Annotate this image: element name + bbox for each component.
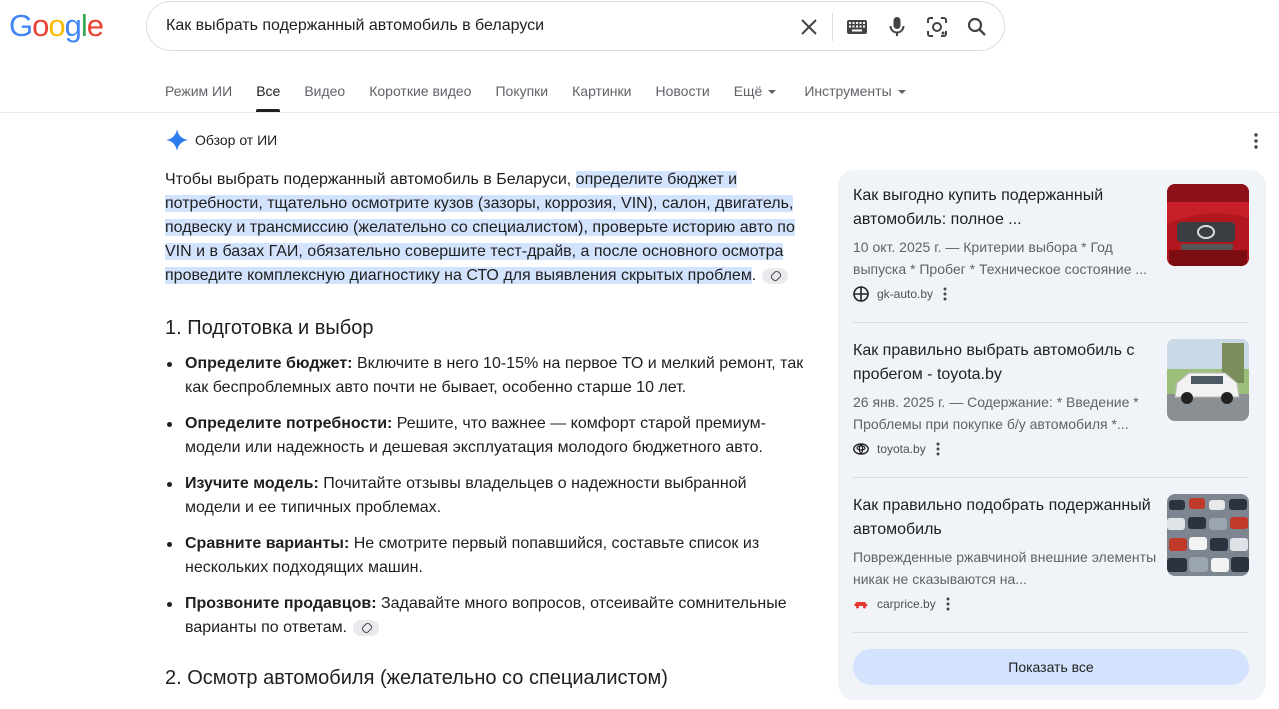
more-options-icon[interactable] xyxy=(943,287,947,301)
link-icon[interactable] xyxy=(353,620,379,636)
tab-all[interactable]: Все xyxy=(256,82,280,112)
tab-ai-mode[interactable]: Режим ИИ xyxy=(165,83,233,99)
search-divider xyxy=(832,13,833,41)
source-snippet: 26 янв. 2025 г. — Содержание: * Введение * Проблемы при покупке б/у автомобиля *... xyxy=(853,394,1139,432)
section-heading: 1. Подготовка и выбор xyxy=(165,317,374,339)
source-thumbnail[interactable] xyxy=(1167,494,1249,576)
tab-news[interactable]: Новости xyxy=(655,83,710,99)
tab-images[interactable]: Картинки xyxy=(572,83,632,99)
link-icon[interactable] xyxy=(762,268,788,284)
point-text: Включите в него 10-15% на первое ТО и мелкий ремонт, так как беспроблемных авто почти не бывает, особенно старше 10 лет. xyxy=(185,355,804,396)
tab-tools[interactable] xyxy=(804,82,905,112)
point-text: Решите, что важнее — комфорт старой премиум-модели или надежность и дешевая эксплуатация молодого бюджетного авто. xyxy=(185,415,766,456)
points-list xyxy=(165,352,805,640)
point-term: Изучите модель: xyxy=(185,475,319,492)
source-snippet: Поврежденные ржавчиной внешние элементы никак не сказываются на... xyxy=(853,549,1157,587)
carprice-favicon-icon xyxy=(853,596,869,612)
tab-tools-label: Инструменты xyxy=(804,83,892,99)
tab-more[interactable] xyxy=(734,82,777,112)
search-icon[interactable] xyxy=(965,15,989,39)
point-text: Задавайте много вопросов, отсеивайте сомнительные варианты по ответам. xyxy=(185,595,787,636)
source-thumbnail[interactable] xyxy=(1167,184,1249,266)
toyota-favicon-icon xyxy=(853,441,869,457)
gemini-sparkle-icon xyxy=(165,128,189,152)
point-term: Определите бюджет: xyxy=(185,355,353,372)
source-card[interactable] xyxy=(853,339,1249,457)
point-term: Прозвоните продавцов: xyxy=(185,595,377,612)
more-options-icon[interactable] xyxy=(946,597,950,611)
source-site[interactable] xyxy=(853,441,1249,457)
tab-video[interactable]: Видео xyxy=(304,83,346,99)
point-text: Не смотрите первый попавшийся, составьте список из нескольких подходящих машин. xyxy=(185,535,760,576)
source-title[interactable]: Как правильно выбрать автомобиль с пробегом - toyota.by xyxy=(853,342,1135,383)
divider xyxy=(853,322,1249,323)
point-term: Определите потребности: xyxy=(185,415,393,432)
intro-text: Чтобы выбрать подержанный автомобиль в Беларуси, xyxy=(165,171,576,188)
list-item xyxy=(165,412,805,460)
sources-panel xyxy=(838,170,1266,700)
show-all-button[interactable]: Показать все xyxy=(853,649,1249,685)
more-options-icon[interactable] xyxy=(936,442,940,456)
list-item xyxy=(165,352,805,400)
point-term: Сравните варианты: xyxy=(185,535,350,552)
divider xyxy=(853,477,1249,478)
source-thumbnail[interactable] xyxy=(1167,339,1249,421)
section-heading: 2. Осмотр автомобиля (желательно со специалистом) xyxy=(165,667,668,689)
tab-shopping[interactable]: Покупки xyxy=(495,83,549,99)
list-item xyxy=(165,472,805,520)
more-options-icon[interactable] xyxy=(1248,132,1264,150)
source-title[interactable]: Как правильно подобрать подержанный автомобиль xyxy=(853,497,1151,538)
close-icon[interactable] xyxy=(797,15,821,39)
search-tabs xyxy=(165,82,930,112)
list-item xyxy=(165,592,805,640)
ai-overview-intro xyxy=(165,168,805,288)
source-site[interactable] xyxy=(853,596,1249,612)
chevron-down-icon xyxy=(768,90,776,94)
ai-overview-header xyxy=(165,128,277,152)
chevron-down-icon xyxy=(898,90,906,94)
ai-overview-label: Обзор от ИИ xyxy=(195,132,278,148)
point-text: Почитайте отзывы владельцев о надежности выбранной модели и ее типичных проблемах. xyxy=(185,475,747,516)
google-logo[interactable]: Google xyxy=(9,8,104,43)
lens-icon[interactable] xyxy=(925,15,949,39)
source-snippet: 10 окт. 2025 г. — Критерии выбора * Год выпуска * Пробег * Техническое состояние ... xyxy=(853,239,1148,277)
source-site-name: gk-auto.by xyxy=(877,287,934,301)
divider xyxy=(853,632,1249,633)
tabs-divider xyxy=(0,112,1279,113)
microphone-icon[interactable] xyxy=(885,15,909,39)
source-site-name: toyota.by xyxy=(877,442,926,456)
search-input[interactable]: Как выбрать подержанный автомобиль в беларуси xyxy=(166,17,545,34)
gk-auto-favicon-icon xyxy=(853,286,869,302)
intro-highlight: определите бюджет и потребности, тщательно осмотрите кузов (зазоры, коррозия, VIN), салон, двигатель, подвеску и трансмиссию (желательно со специалистом), проверьте историю авто по VIN и в базах ГАИ, обязательно совершите тест-драйв, а после основного осмотра проведите комплексную диагностику на СТО для выявления скрытых проблем xyxy=(165,171,795,284)
source-title[interactable]: Как выгодно купить подержанный автомобиль: полное ... xyxy=(853,187,1104,228)
list-item xyxy=(165,532,805,580)
ai-overview-content xyxy=(165,168,805,702)
tab-short-video[interactable]: Короткие видео xyxy=(369,83,472,99)
source-card[interactable] xyxy=(853,184,1249,302)
intro-end: . xyxy=(751,267,757,284)
source-card[interactable] xyxy=(853,494,1249,612)
source-site[interactable] xyxy=(853,286,1249,302)
tab-more-label: Ещё xyxy=(733,83,763,99)
search-box[interactable] xyxy=(146,1,1005,51)
keyboard-icon[interactable] xyxy=(845,15,869,39)
source-site-name: carprice.by xyxy=(877,597,936,611)
